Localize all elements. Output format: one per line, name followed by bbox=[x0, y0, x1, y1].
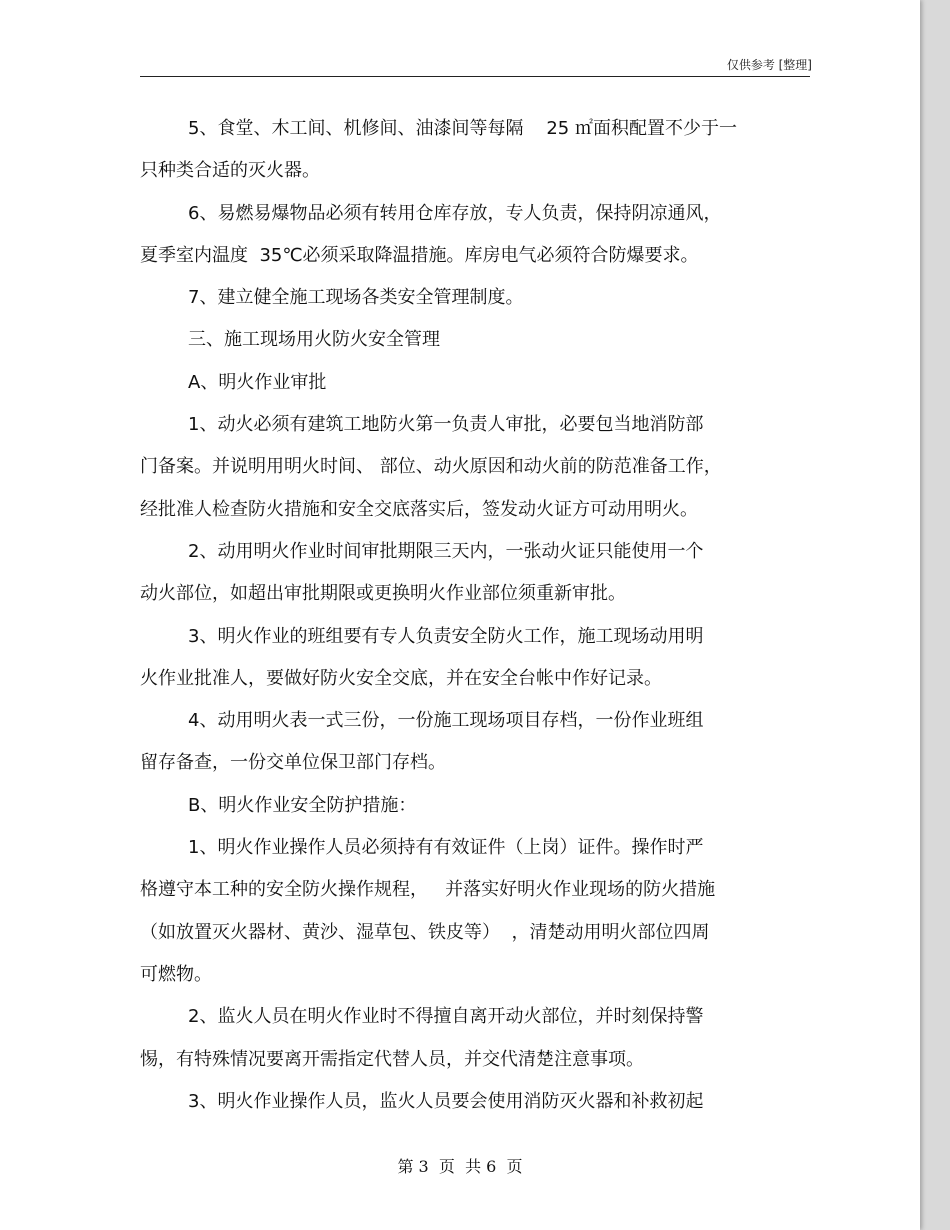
text-line: A、明火作业审批 bbox=[188, 371, 327, 393]
text-line: 可燃物。 bbox=[140, 963, 212, 985]
text-line: （如放置灭火器材、黄沙、湿草包、铁皮等） ，清楚动用明火部位四周 bbox=[140, 921, 710, 943]
text-line: 格遵守本工种的安全防火操作规程， 并落实好明火作业现场的防火措施 bbox=[140, 879, 716, 901]
text-line: B、明火作业安全防护措施： bbox=[188, 794, 417, 816]
text-line: 3、明火作业的班组要有专人负责安全防火工作，施工现场动用明 bbox=[188, 625, 704, 647]
text-line: 动火部位，如超出审批期限或更换明火作业部位须重新审批。 bbox=[140, 583, 626, 605]
text-line: 三、施工现场用火防火安全管理 bbox=[188, 329, 440, 351]
text-line: 留存备查，一份交单位保卫部门存档。 bbox=[140, 752, 446, 774]
text-line: 4、动用明火表一式三份，一份施工现场项目存档，一份作业班组 bbox=[188, 710, 704, 732]
page-footer: 第 3 页 共 6 页 bbox=[397, 1157, 523, 1176]
text-line: 2、动用明火作业时间审批期限三天内，一张动火证只能使用一个 bbox=[188, 540, 704, 562]
text-line: 门备案。并说明用明火时间、 部位、动火原因和动火前的防范准备工作， bbox=[140, 456, 722, 478]
text-line: 1、动火必须有建筑工地防火第一负责人审批，必要包当地消防部 bbox=[188, 414, 704, 436]
text-line: 经批准人检查防火措施和安全交底落实后，签发动火证方可动用明火。 bbox=[140, 498, 698, 520]
text-line: 惕，有特殊情况要离开需指定代替人员，并交代清楚注意事项。 bbox=[140, 1048, 644, 1070]
text-line: 夏季室内温度 35℃必须采取降温措施。库房电气必须符合防爆要求。 bbox=[140, 244, 699, 266]
document-body bbox=[140, 108, 810, 1123]
text-line: 7、建立健全施工现场各类安全管理制度。 bbox=[188, 287, 524, 309]
text-line: 火作业批准人，要做好防火安全交底，并在安全台帐中作好记录。 bbox=[140, 667, 662, 689]
text-line: 2、监火人员在明火作业时不得擅自离开动火部位，并时刻保持警 bbox=[188, 1006, 704, 1028]
text-line: 3、明火作业操作人员，监火人员要会使用消防灭火器和补救初起 bbox=[188, 1090, 704, 1112]
header-note: 仅供参考 [整理] bbox=[726, 58, 812, 72]
text-line: 1、明火作业操作人员必须持有有效证件（上岗）证件。操作时严 bbox=[188, 837, 704, 859]
header-divider bbox=[140, 76, 810, 77]
text-line: 5、食堂、木工间、机修间、油漆间等每隔 25 ㎡面积配置不少于一 bbox=[188, 118, 737, 139]
text-line: 6、易燃易爆物品必须有转用仓库存放，专人负责，保持阴凉通风， bbox=[188, 202, 722, 224]
text-line: 只种类合适的灭火器。 bbox=[140, 160, 320, 182]
